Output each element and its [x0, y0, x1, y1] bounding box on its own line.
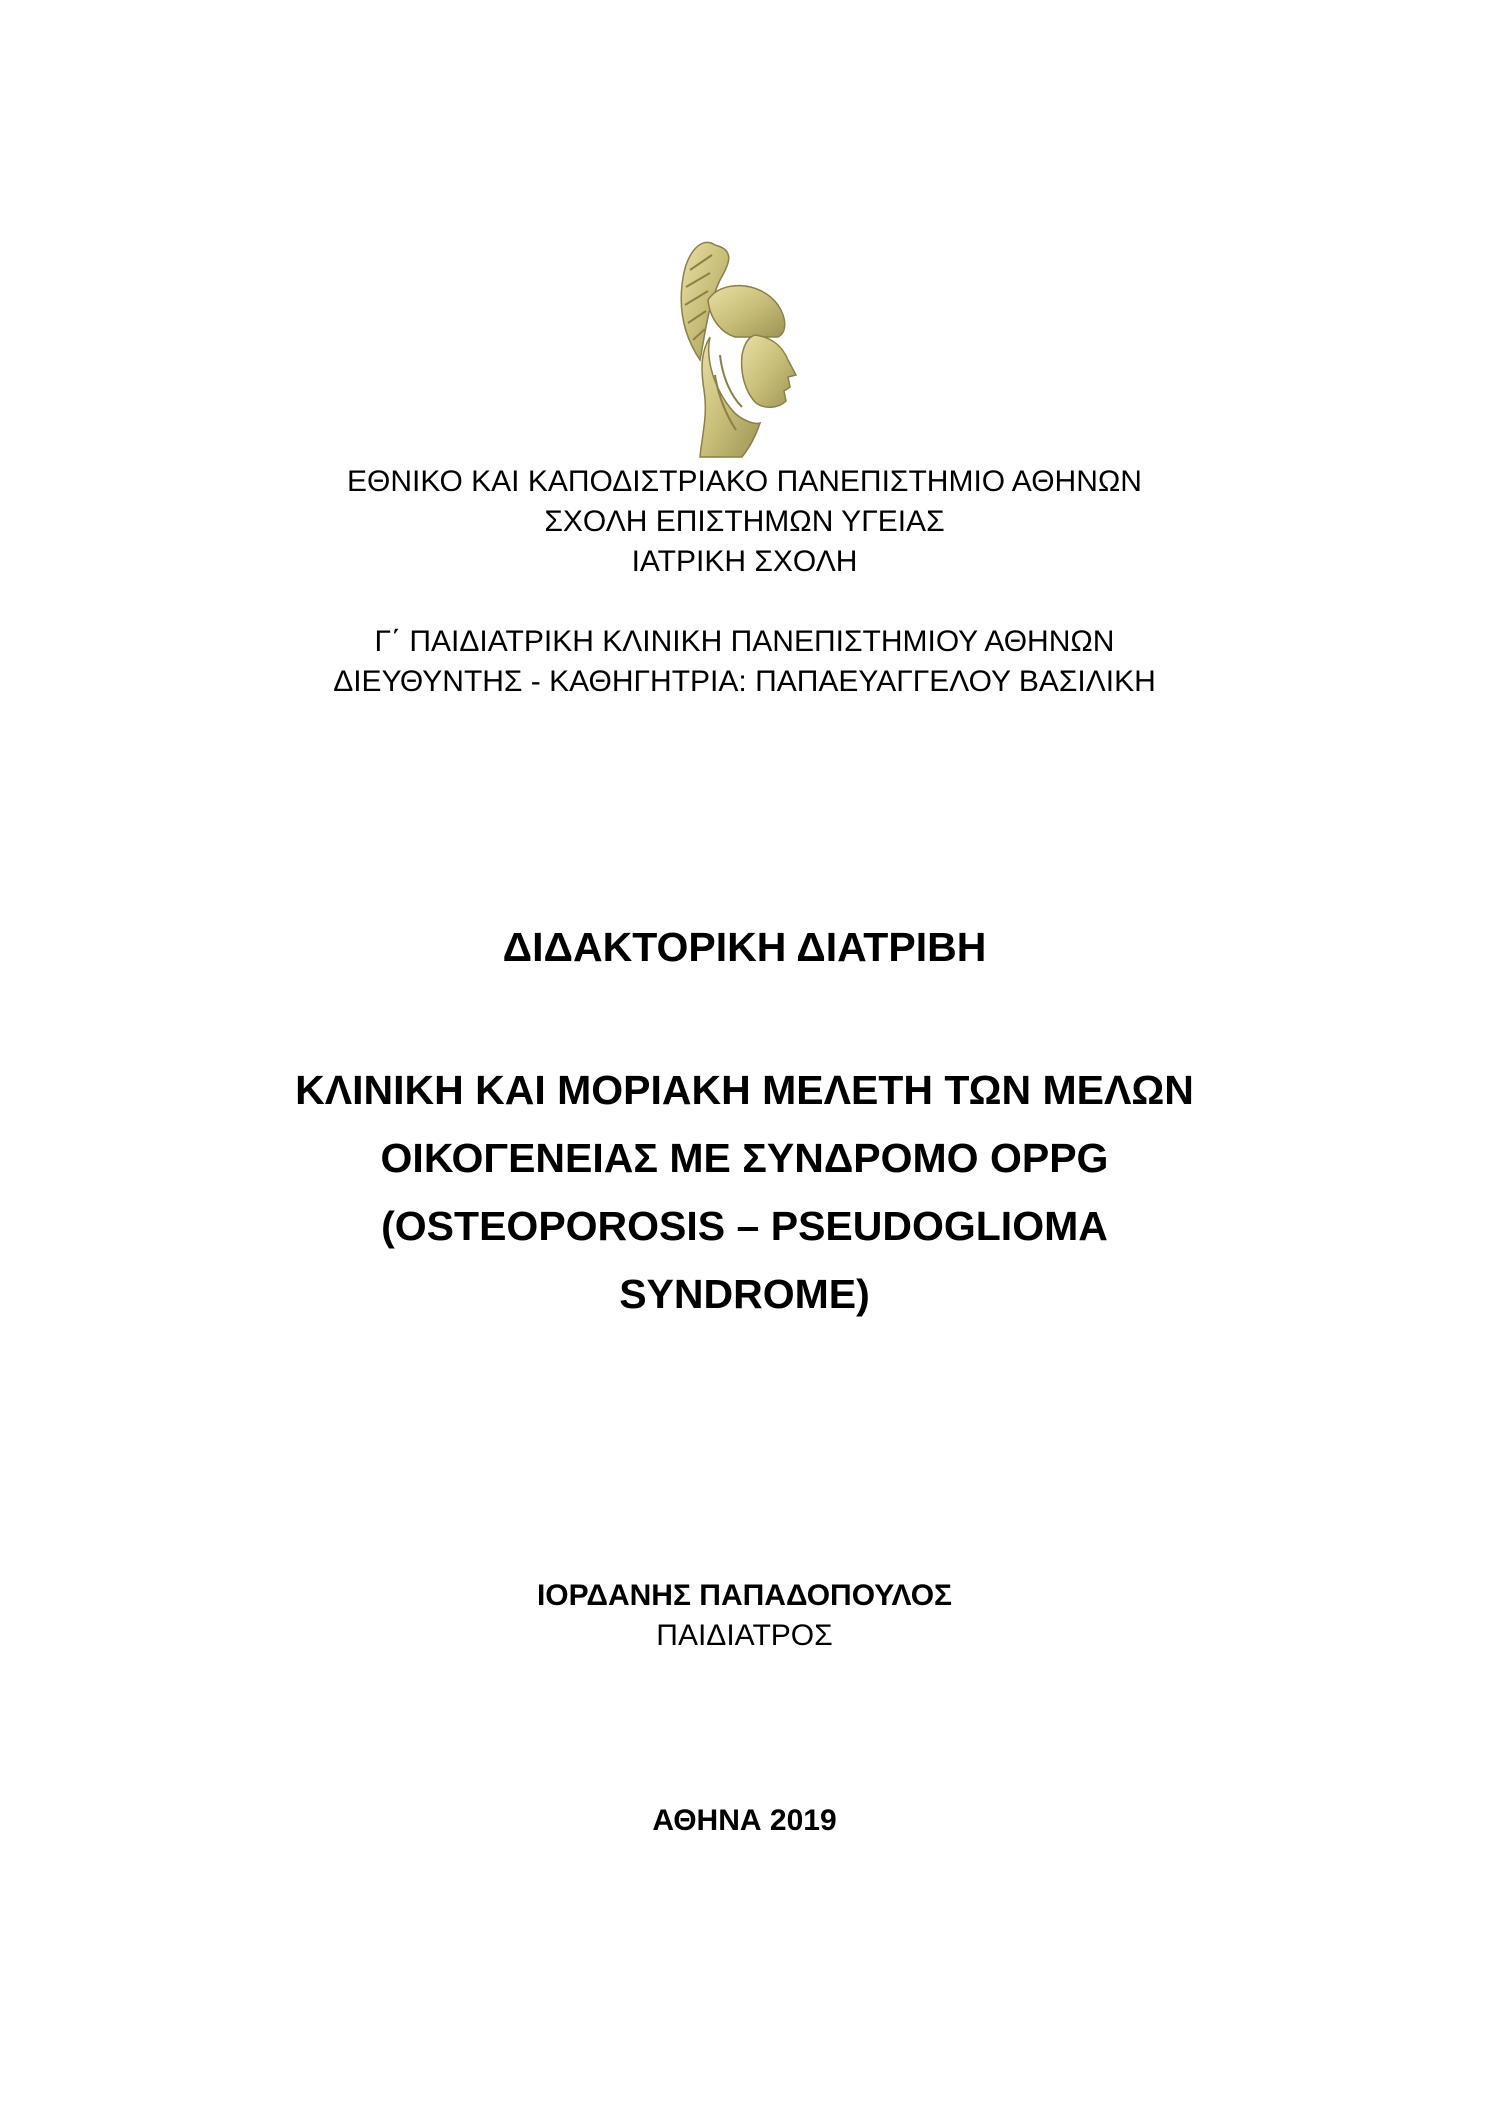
author-block	[0, 1576, 1489, 1656]
document-type-block	[0, 922, 1489, 972]
title-line: ΚΛΙΝΙΚΗ ΚΑΙ ΜΟΡΙΑΚΗ ΜΕΛΕΤΗ ΤΩΝ ΜΕΛΩΝ	[295, 1067, 1194, 1113]
thesis-title	[0, 1056, 1489, 1328]
title-line: (OSTEOPOROSIS – PSEUDOGLIOMA	[381, 1203, 1108, 1249]
institution-block	[0, 462, 1489, 582]
faculty-name: ΙΑΤΡΙΚΗ ΣΧΟΛΗ	[631, 545, 858, 578]
author-name: ΙΟΡΔΑΝΗΣ ΠΑΠΑΔΟΠΟΥΛΟΣ	[536, 1579, 953, 1612]
university-name: ΕΘΝΙΚΟ ΚΑΙ ΚΑΠΟΔΙΣΤΡΙΑΚΟ ΠΑΝΕΠΙΣΤΗΜΙΟ ΑΘΗΝΩΝ	[347, 465, 1142, 498]
school-name: ΣΧΟΛΗ ΕΠΙΣΤΗΜΩΝ ΥΓΕΙΑΣ	[544, 505, 945, 538]
document-type: ΔΙΔΑΚΤΟΡΙΚΗ ΔΙΑΤΡΙΒΗ	[502, 924, 987, 970]
clinic-name: Γ΄ ΠΑΙΔΙΑΤΡΙΚΗ ΚΛΙΝΙΚΗ ΠΑΝΕΠΙΣΤΗΜΙΟΥ ΑΘΗΝΩΝ	[374, 625, 1115, 658]
place-year: ΑΘΗΝΑ 2019	[652, 1804, 837, 1837]
footer-block	[0, 1801, 1489, 1841]
title-line: ΟΙΚΟΓΕΝΕΙΑΣ ΜΕ ΣΥΝΔΡΟΜΟ OPPG	[380, 1135, 1109, 1181]
title-line: SYNDROME)	[619, 1271, 870, 1317]
clinic-block	[0, 622, 1489, 702]
author-role: ΠΑΙΔΙΑΤΡΟΣ	[656, 1619, 833, 1652]
athena-head-emblem-icon	[660, 225, 820, 460]
clinic-director: ΔΙΕΥΘΥΝΤΗΣ - ΚΑΘΗΓΗΤΡΙΑ: ΠΑΠΑΕΥΑΓΓΕΛΟΥ ΒΑΣΙΛΙΚΗ	[333, 665, 1156, 698]
